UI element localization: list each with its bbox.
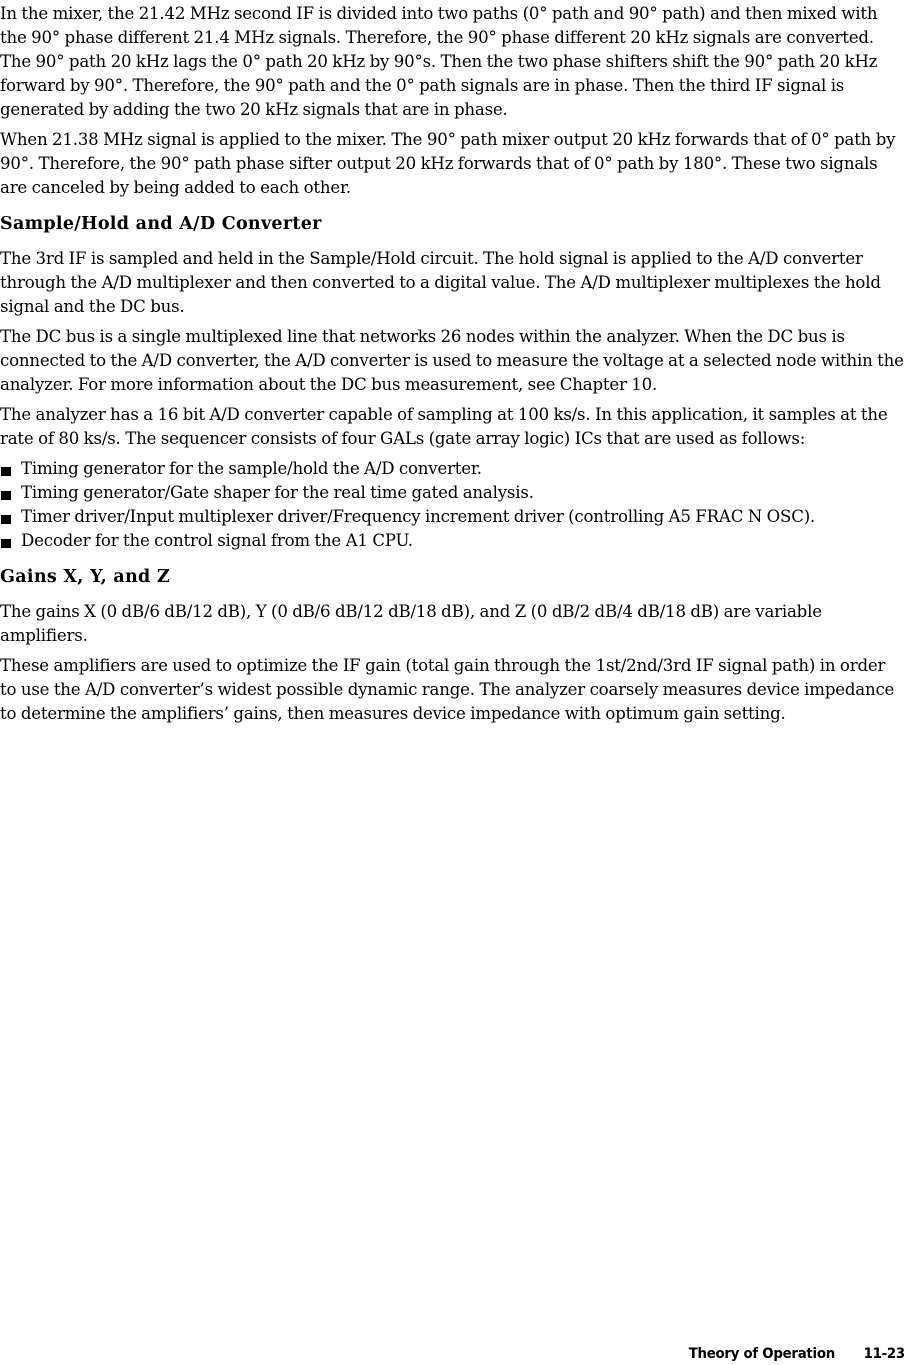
mixer-paragraph: In the mixer, the 21.42 MHz second IF is divided into two paths (0° path and 90° path) and then mixed with the 90° phase different 21.4 MHz signals. Therefore, the 90° phase different 20 kHz signals are converted. The 90° path 20 kHz lags the 0° path 20 kHz by 90°s. Then the two phase shifters shift the 90° path 20 kHz forward by 90°. Therefore, the 90° path and the 0° path signals are in phase. Then the third IF signal is generated by adding the two 20 kHz signals that are in phase.	[0, 4, 878, 119]
list-item	[0, 529, 904, 553]
list-item-text: Timing generator for the sample/hold the A/D converter.	[21, 459, 482, 478]
footer-section-title: Theory of Operation	[688, 1346, 836, 1362]
list-item-text: Timer driver/Input multiplexer driver/Frequency increment driver (controlling A5 FRAC N OSC).	[21, 507, 816, 526]
amplifiers-paragraph: These amplifiers are used to optimize the IF gain (total gain through the 1st/2nd/3rd IF signal path) in order to use the A/D converter’s widest possible dynamic range. The analyzer coarsely measures device impedance to determine the amplifiers’ gains, then measures device impedance with optimum gain setting.	[0, 656, 895, 723]
list-item	[0, 505, 904, 529]
ad-converter-paragraph: The analyzer has a 16 bit A/D converter capable of sampling at 100 ks/s. In this application, it samples at the rate of 80 ks/s. The sequencer consists of four GALs (gate array logic) ICs that are used as follows:	[0, 405, 888, 448]
sample-hold-paragraph: The 3rd IF is sampled and held in the Sample/Hold circuit. The hold signal is applied to the A/D converter through the A/D multiplexer and then converted to a digital value. The A/D multiplexer multiplexes the hold signal and the DC bus.	[0, 249, 881, 316]
page-number: 11-23	[863, 1346, 905, 1362]
square-bullet-icon	[1, 539, 11, 548]
sequencer-list	[0, 457, 904, 553]
square-bullet-icon	[1, 467, 11, 476]
square-bullet-icon	[1, 515, 11, 524]
dc-bus-paragraph: The DC bus is a single multiplexed line that networks 26 nodes within the analyzer. When the DC bus is connected to the A/D converter, the A/D converter is used to measure the voltage at a selected node within the analyzer. For more information about the DC bus measurement, see Chapter 10.	[0, 327, 904, 394]
list-item-text: Timing generator/Gate shaper for the real time gated analysis.	[21, 483, 534, 502]
page-footer	[676, 1343, 905, 1365]
mixer-cancel-paragraph: When 21.38 MHz signal is applied to the mixer. The 90° path mixer output 20 kHz forwards that of 0° path by 90°. Therefore, the 90° path phase sifter output 20 kHz forwards that of 0° path by 180°. These two signals are canceled by being added to each other.	[0, 130, 896, 197]
list-item	[0, 457, 904, 481]
sample-hold-heading: Sample/Hold and A/D Converter	[0, 214, 322, 234]
square-bullet-icon	[1, 491, 11, 500]
gains-heading: Gains X, Y, and Z	[0, 567, 171, 587]
list-item-text: Decoder for the control signal from the A1 CPU.	[21, 531, 413, 550]
list-item	[0, 481, 904, 505]
gains-paragraph: The gains X (0 dB/6 dB/12 dB), Y (0 dB/6 dB/12 dB/18 dB), and Z (0 dB/2 dB/4 dB/18 dB) are variable amplifiers.	[0, 602, 822, 645]
